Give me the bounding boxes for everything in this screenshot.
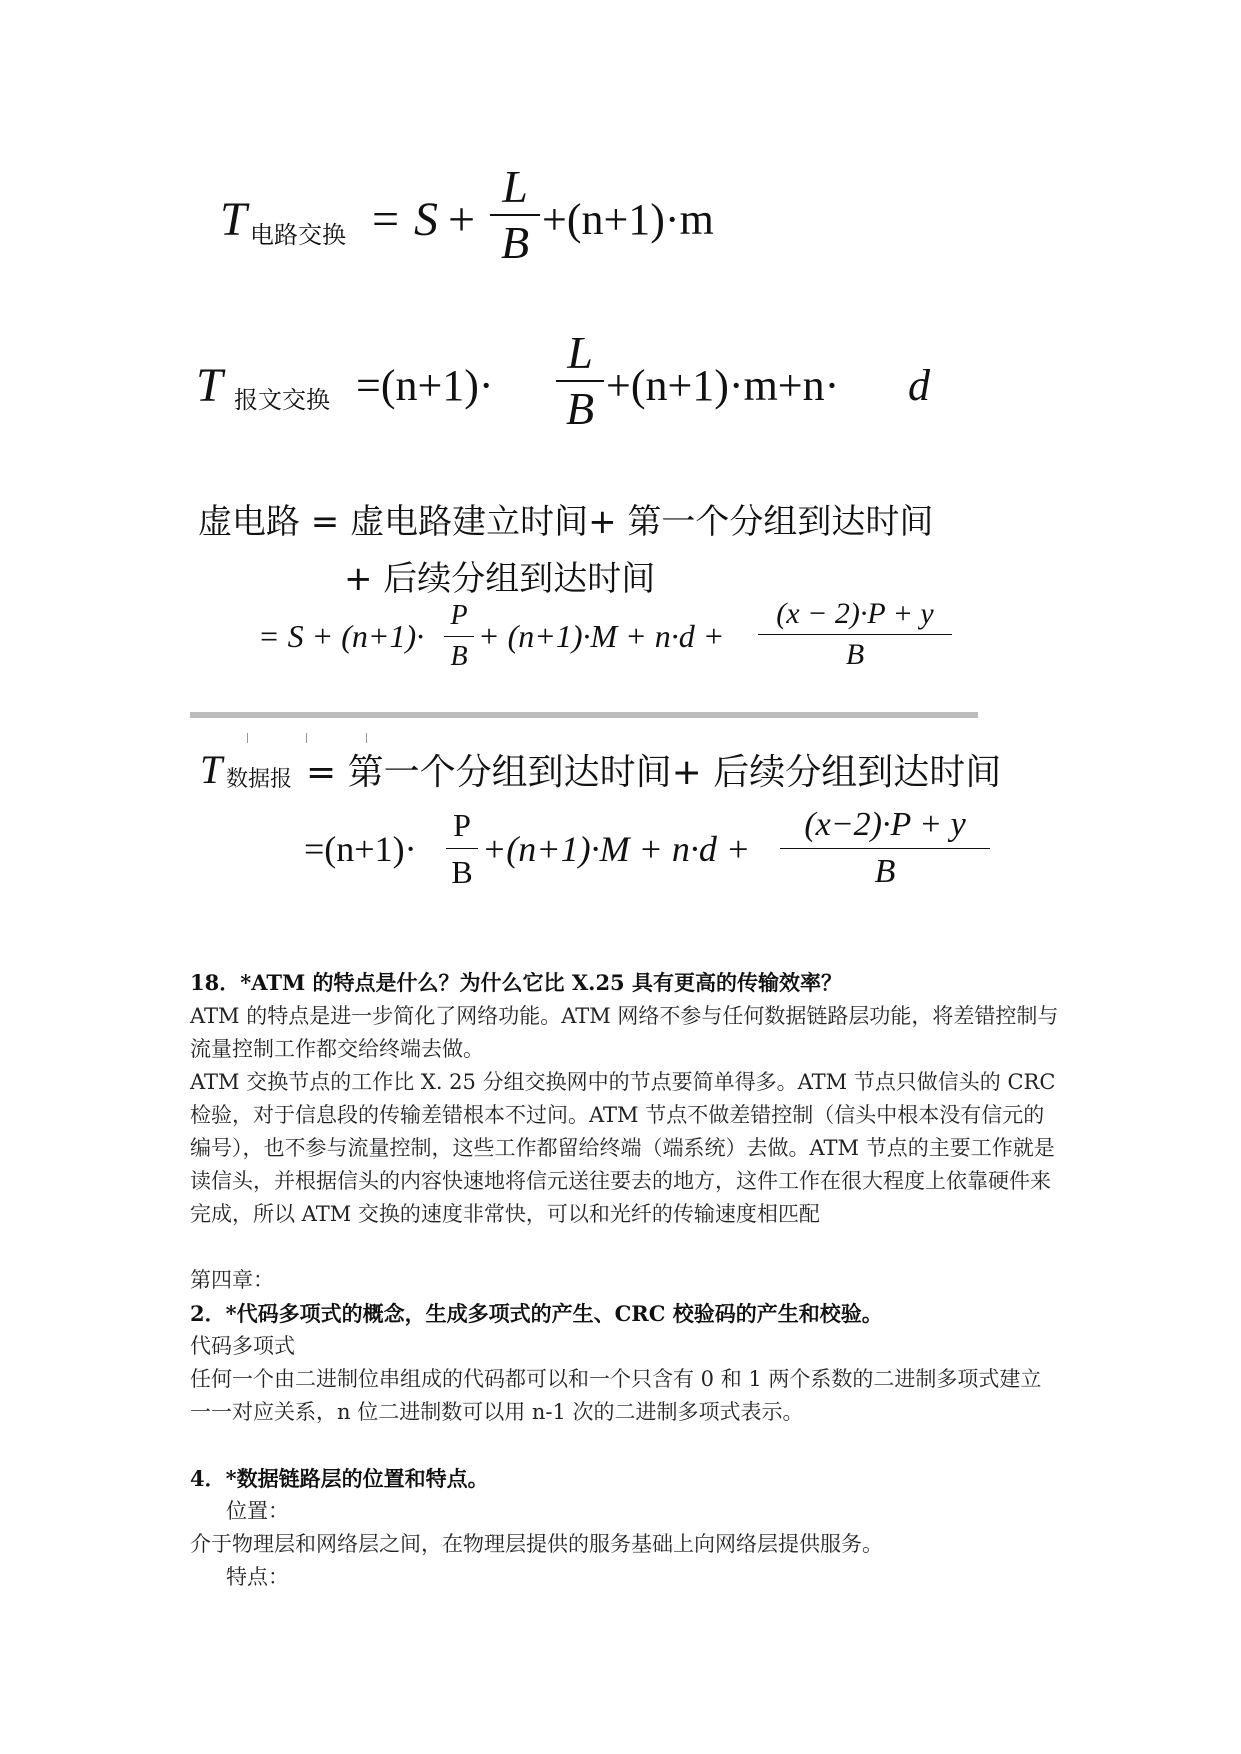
formula-fraction [490, 162, 540, 268]
divider-tick [306, 733, 307, 743]
formula-subscript: 报文交换 [234, 386, 330, 414]
fraction-denominator: B [565, 383, 595, 434]
fraction-numerator: P [450, 600, 468, 631]
q4-features-label: 特点： [226, 1565, 289, 1589]
formula-plus: + [448, 193, 476, 246]
fraction-bar [444, 636, 474, 637]
formula-symbol-t: T [220, 193, 247, 246]
formula-line-3-head: = S + (n+1)· [258, 618, 425, 654]
formula-fraction-remaining [758, 596, 952, 673]
formula-line-1: = 第一个分组到达时间+ 后续分组到达时间 [306, 752, 1002, 793]
formula-subscript: 数据报 [226, 767, 293, 792]
formula-equals: = [372, 193, 400, 246]
formula-symbol-s: S [414, 193, 438, 246]
formula-line-3-mid: + (n+1)·M + n·d + [478, 618, 725, 654]
divider [190, 712, 978, 718]
fraction-denominator: B [874, 853, 896, 890]
q18-paragraph-2: ATM 交换节点的工作比 X. 25 分组交换网中的节点要简单得多。ATM 节点只做信头的 CRC 检验，对于信息段的传输差错根本不过问。ATM 节点不做差错控制（信头中根本没有信元的编号），也不参与流量控制，这些工作都留给终端（端系统）去做。ATM 节点的主要工作就是读信头，并根据信头的内容快速地将信元送往要去的地方，这件工作在很大程度上依靠硬件来完成，所以 ATM 交换的速度非常快，可以和光纤的传输速度相匹配 [190, 1070, 1056, 1226]
formula-symbol-d: d [908, 361, 930, 410]
chapter-4-title: 第四章： [190, 1268, 274, 1292]
divider-tick [247, 733, 248, 743]
formula-fraction-p-over-b [446, 804, 478, 893]
q18-paragraph-1: ATM 的特点是进一步简化了网络功能。ATM 网络不参与任何数据链路层功能，将差错控制与流量控制工作都交给终端去做。 [190, 1004, 1059, 1061]
formula-subscript: 电路交换 [250, 221, 346, 249]
formula-line-1: 虚电路 = 虚电路建立时间+ 第一个分组到达时间 [198, 502, 934, 542]
fraction-bar [446, 848, 478, 849]
fraction-numerator: P [453, 807, 471, 843]
formula-symbol-t: T [200, 747, 223, 792]
q2-heading: 2．*代码多项式的概念，生成多项式的产生、CRC 校验码的产生和校验。 [190, 1301, 883, 1326]
formula-line-2-head: =(n+1)· [304, 829, 417, 869]
q18-heading: 18．*ATM 的特点是什么？为什么它比 X.25 具有更高的传输效率？ [190, 970, 842, 995]
q2-label: 代码多项式 [190, 1334, 295, 1358]
formula-tail: +(n+1)·m [542, 195, 714, 244]
fraction-denominator: B [500, 217, 530, 268]
fraction-bar [556, 380, 604, 382]
fraction-denominator: B [451, 854, 473, 890]
q4-position-label: 位置： [226, 1499, 289, 1523]
fraction-denominator: B [450, 641, 468, 672]
q4-position-body: 介于物理层和网络层之间，在物理层提供的服务基础上向网络层提供服务。 [190, 1532, 883, 1556]
formula-fraction-p-over-b [444, 598, 474, 675]
fraction-bar [758, 634, 952, 635]
formula-symbol-t: T [196, 359, 223, 412]
fraction-numerator: L [502, 161, 528, 212]
formula-line-2-mid: +(n+1)·M + n·d + [482, 829, 751, 869]
fraction-bar [490, 214, 540, 216]
fraction-numerator: L [567, 327, 593, 378]
q2-body: 任何一个由二进制位串组成的代码都可以和一个只含有 0 和 1 两个系数的二进制多项式建立一一对应关系，n 位二进制数可以用 n-1 次的二进制多项式表示。 [190, 1367, 1042, 1424]
fraction-numerator: (x−2)·P + y [804, 806, 966, 843]
formula-mid: +(n+1)·m+n· [606, 361, 840, 410]
formula-line-2: + 后续分组到达时间 [344, 559, 656, 599]
formula-fraction [556, 328, 604, 434]
fraction-denominator: B [845, 638, 865, 671]
divider-tick [366, 733, 367, 743]
fraction-numerator: (x − 2)·P + y [776, 597, 934, 630]
formula-fraction-remaining [780, 804, 990, 893]
formula-head: =(n+1)· [356, 361, 494, 410]
q4-heading: 4．*数据链路层的位置和特点。 [190, 1466, 489, 1491]
fraction-bar [780, 848, 990, 849]
